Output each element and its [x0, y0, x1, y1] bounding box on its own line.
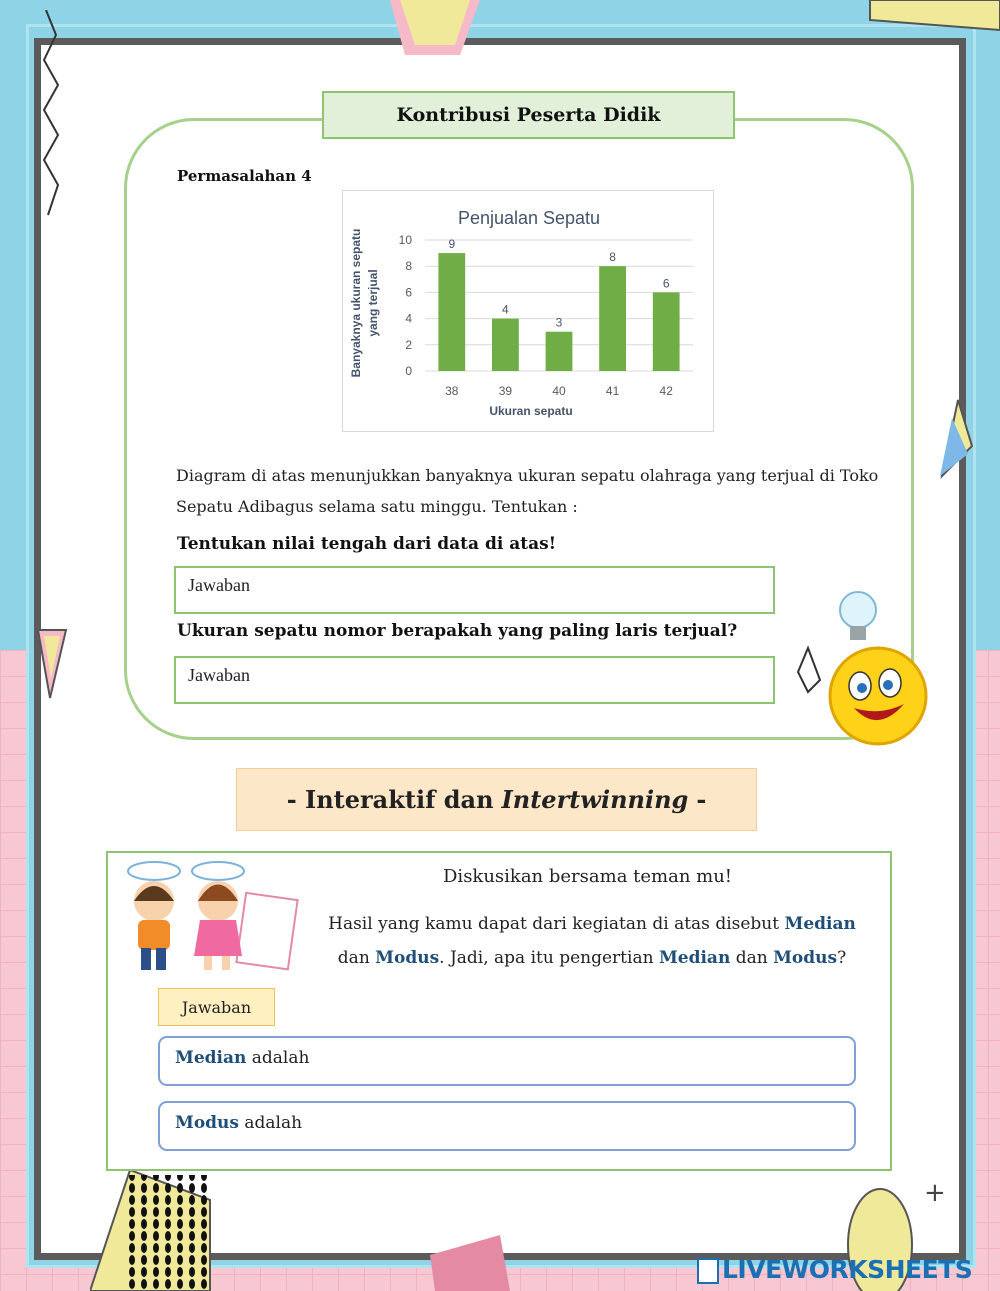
answer-field-mode[interactable]: Jawaban — [174, 656, 775, 704]
x-tick-label: 40 — [552, 384, 566, 398]
chart-title: Penjualan Sepatu — [457, 208, 601, 228]
keyword-median-2: Median — [658, 948, 731, 968]
modus-field-keyword: Modus — [175, 1113, 239, 1133]
x-tick-label: 38 — [445, 384, 459, 398]
plus-icon: + — [924, 1178, 946, 1208]
watermark-text: LIVEWORKSHEETS — [722, 1255, 973, 1284]
y-tick-label: 10 — [398, 233, 412, 247]
modus-field-text: adalah — [238, 1113, 303, 1133]
y-tick-label: 6 — [405, 285, 412, 300]
modus-definition-field[interactable] — [158, 1101, 856, 1151]
problem-description: Diagram di atas menunjukkan banyaknya ukuran sepatu olahraga yang terjual di Toko Sepatu Adibagus selama satu minggu. Tentukan : — [176, 466, 879, 516]
banner-italic: Intertwinning — [501, 785, 689, 814]
y-tick-label: 8 — [405, 259, 412, 274]
flag-decoration-left — [36, 628, 70, 708]
liveworksheets-logo — [697, 1255, 972, 1284]
data-label: 4 — [502, 302, 509, 317]
interactive-banner — [236, 768, 757, 831]
bar — [438, 253, 465, 371]
y-axis-label-line2: yang terjual — [366, 269, 380, 337]
pink-pennant-decoration — [380, 0, 490, 60]
section-title: Kontribusi Peserta Didik — [322, 91, 735, 139]
data-label: 3 — [555, 315, 563, 330]
banner-suffix: - — [696, 785, 707, 814]
data-label: 9 — [448, 237, 456, 252]
problem-label: Permasalahan 4 — [177, 167, 312, 185]
yellow-triangle-decoration — [860, 0, 1000, 40]
bar — [599, 266, 626, 371]
data-label: 6 — [662, 276, 670, 291]
y-axis-label-line1: Banyaknya ukuran sepatu — [349, 228, 363, 378]
hasil-and-2: dan — [735, 948, 768, 968]
y-tick-label: 0 — [405, 364, 412, 378]
data-label: 8 — [609, 250, 616, 265]
zigzag-decoration — [36, 10, 66, 220]
median-field-keyword: Median — [175, 1048, 247, 1068]
keyword-modus: Modus — [375, 948, 440, 968]
banner-prefix: - Interaktif dan — [286, 785, 494, 814]
x-tick-label: 41 — [605, 384, 620, 398]
y-tick-label: 2 — [405, 337, 412, 352]
hasil-and-1: dan — [337, 948, 370, 968]
bar — [546, 332, 573, 371]
kids-with-books-illustration — [116, 856, 306, 976]
hasil-question-mark: ? — [837, 948, 847, 968]
median-field-text: adalah — [246, 1048, 310, 1068]
keyword-median: Median — [784, 914, 856, 934]
definition-question — [312, 907, 872, 975]
y-tick-label: 4 — [405, 311, 412, 326]
median-definition-field[interactable] — [158, 1036, 856, 1086]
smiley-lightbulb-illustration — [790, 588, 935, 748]
discussion-prompt: Diskusikan bersama teman mu! — [443, 866, 733, 887]
answer-field-median[interactable]: Jawaban — [174, 566, 775, 614]
hasil-text-1: Hasil yang kamu dapat dari kegiatan di atas disebut — [328, 914, 780, 934]
pink-grid-decoration — [430, 1235, 510, 1291]
question-median: Tentukan nilai tengah dari data di atas! — [177, 534, 557, 554]
live-icon — [697, 1258, 719, 1284]
x-tick-label: 42 — [659, 384, 673, 398]
bar — [492, 319, 519, 371]
blue-triangle-decoration — [938, 398, 974, 480]
question-mode: Ukuran sepatu nomor berapakah yang paling laris terjual? — [177, 621, 738, 641]
bar — [653, 292, 680, 371]
x-axis-label: Ukuran sepatu — [489, 404, 573, 418]
answer-label: Jawaban — [158, 988, 275, 1026]
x-tick-label: 39 — [498, 384, 513, 398]
sales-chart — [342, 190, 714, 432]
chart-svg — [343, 191, 715, 433]
dotted-triangle-decoration — [90, 1170, 220, 1291]
keyword-modus-2: Modus — [773, 948, 838, 968]
hasil-text-2: . Jadi, apa itu pengertian — [439, 948, 654, 968]
